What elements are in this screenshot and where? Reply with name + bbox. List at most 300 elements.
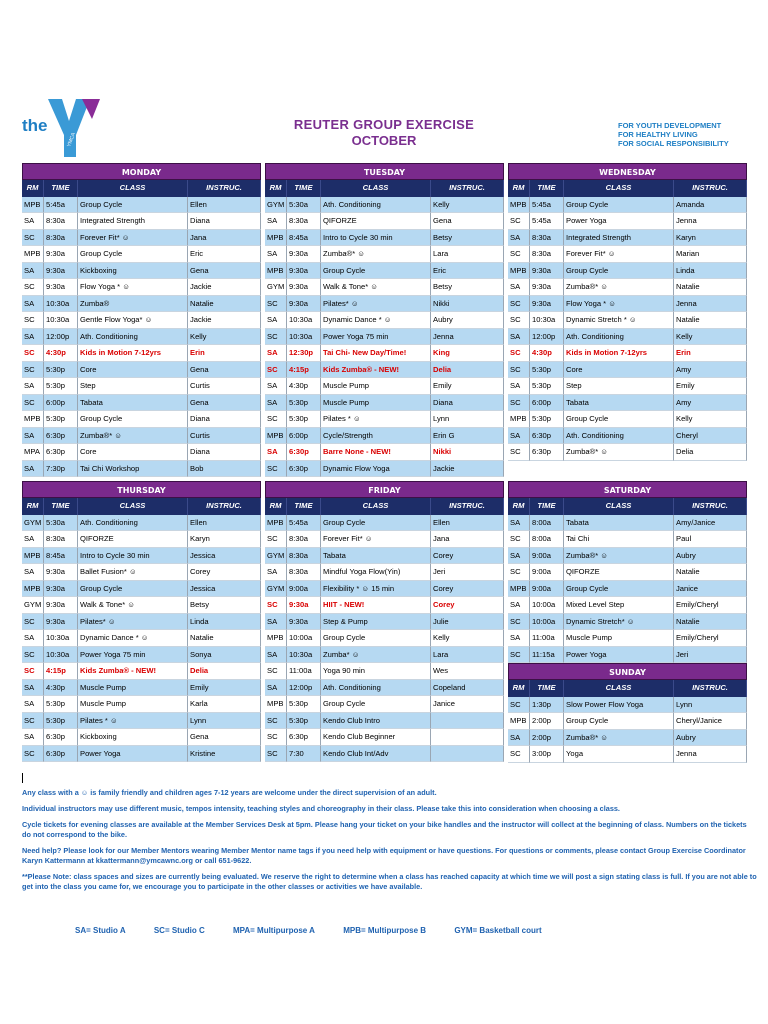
time-cell: 10:30a <box>44 630 78 647</box>
class-row <box>508 564 747 581</box>
instructor-cell: Erin G <box>431 428 504 445</box>
class-row <box>22 230 261 247</box>
class-cell: Zumba®* ☺ <box>564 548 674 565</box>
instructor-cell: Gena <box>188 362 261 379</box>
instructor-cell: Jenna <box>431 329 504 346</box>
instructor-cell: Karla <box>188 696 261 713</box>
class-cell: Power Yoga 75 min <box>321 329 431 346</box>
room-cell: SC <box>22 345 44 362</box>
room-cell: SC <box>265 411 287 428</box>
class-cell: Group Cycle <box>564 263 674 280</box>
time-cell: 10:30a <box>44 647 78 664</box>
column-header-time: TIME <box>530 498 564 515</box>
room-cell: SA <box>265 213 287 230</box>
instructor-cell: Kelly <box>188 329 261 346</box>
class-cell: Barre None - NEW! <box>321 444 431 461</box>
instructor-cell: Lynn <box>188 713 261 730</box>
room-cell: SC <box>508 647 530 664</box>
class-cell: Zumba®* ☺ <box>564 730 674 747</box>
column-header-rm: RM <box>265 180 287 197</box>
saturday-header: SATURDAY <box>508 481 747 498</box>
time-cell: 6:30p <box>530 444 564 461</box>
time-cell: 9:30a <box>44 279 78 296</box>
time-cell: 11:00a <box>530 630 564 647</box>
class-cell: Yoga <box>564 746 674 763</box>
class-row <box>508 263 747 280</box>
class-row <box>508 713 747 730</box>
time-cell: 9:30a <box>287 246 321 263</box>
room-cell: MPB <box>265 230 287 247</box>
class-row <box>22 279 261 296</box>
class-cell: Group Cycle <box>321 696 431 713</box>
class-row <box>508 395 747 412</box>
column-header-class: CLASS <box>564 180 674 197</box>
time-cell: 5:30a <box>287 197 321 214</box>
class-cell: Core <box>564 362 674 379</box>
instructor-cell: Kelly <box>431 630 504 647</box>
class-row <box>265 614 504 631</box>
column-header-instruc: INSTRUC. <box>674 680 747 697</box>
instructor-cell: Cheryl <box>674 428 747 445</box>
note-capacity: **Please Note: class spaces and sizes are currently being evaluated. We reserve the right to determine when a class has reached capacity at which time we will post a sign stating class is full. If you are not able to get into the class you came for, we encourage you to participate in the other classes or activities we have available. <box>22 872 757 891</box>
class-row <box>508 329 747 346</box>
class-row <box>508 246 747 263</box>
time-cell: 8:30a <box>287 531 321 548</box>
room-cell: SC <box>508 564 530 581</box>
instructor-cell: Emily <box>188 680 261 697</box>
class-cell: Group Cycle <box>78 197 188 214</box>
instructor-cell: Jenna <box>674 746 747 763</box>
instructor-cell: Amanda <box>674 197 747 214</box>
time-cell: 6:30p <box>287 444 321 461</box>
instructor-cell: Lara <box>431 647 504 664</box>
room-cell: SA <box>22 329 44 346</box>
class-cell: Tabata <box>78 395 188 412</box>
class-cell: Forever Fit* ☺ <box>564 246 674 263</box>
class-cell: Step & Pump <box>321 614 431 631</box>
room-cell: MPB <box>265 515 287 532</box>
time-cell: 5:30p <box>287 411 321 428</box>
column-header-row <box>22 498 261 515</box>
class-cell: QIFORZE <box>78 531 188 548</box>
legend-item: SA= Studio A <box>75 926 126 935</box>
instructor-cell: Betsy <box>431 230 504 247</box>
column-header-time: TIME <box>287 180 321 197</box>
room-cell: SA <box>22 378 44 395</box>
class-cell: Group Cycle <box>321 263 431 280</box>
class-row <box>508 647 747 664</box>
class-row <box>508 730 747 747</box>
margin-mark <box>22 773 23 783</box>
class-cell: Muscle Pump <box>564 630 674 647</box>
column-header-row <box>265 180 504 197</box>
time-cell: 4:15p <box>44 663 78 680</box>
friday-schedule <box>265 481 504 763</box>
room-cell: MPB <box>265 428 287 445</box>
room-cell: SC <box>265 663 287 680</box>
title-line-2: OCTOBER <box>351 133 417 148</box>
class-cell: Dynamic Stretch* ☺ <box>564 614 674 631</box>
room-cell: SC <box>508 312 530 329</box>
notes-section <box>22 788 757 898</box>
class-cell: Kickboxing <box>78 729 188 746</box>
time-cell: 5:30p <box>287 696 321 713</box>
class-cell: Ath. Conditioning <box>564 428 674 445</box>
class-row <box>265 197 504 214</box>
room-cell: MPB <box>508 713 530 730</box>
instructor-cell: Jackie <box>431 461 504 478</box>
room-cell: SC <box>22 746 44 763</box>
class-cell: Tabata <box>321 548 431 565</box>
time-cell: 6:30p <box>44 729 78 746</box>
room-cell: GYM <box>265 197 287 214</box>
time-cell: 9:30a <box>44 581 78 598</box>
class-row <box>22 531 261 548</box>
time-cell: 8:30a <box>530 246 564 263</box>
class-row <box>265 630 504 647</box>
room-cell: SC <box>508 395 530 412</box>
instructor-cell: Natalie <box>674 614 747 631</box>
instructor-cell: Nikki <box>431 444 504 461</box>
room-cell: SA <box>265 680 287 697</box>
column-header-rm: RM <box>22 180 44 197</box>
weekend-column <box>508 481 747 763</box>
instructor-cell: Kelly <box>431 197 504 214</box>
class-cell: Mindful Yoga Flow(Yin) <box>321 564 431 581</box>
room-cell: SA <box>22 680 44 697</box>
tuesday-schedule <box>265 163 504 477</box>
class-cell: Dynamic Dance * ☺ <box>321 312 431 329</box>
time-cell: 9:30a <box>530 279 564 296</box>
time-cell: 5:30p <box>44 713 78 730</box>
room-cell: SC <box>508 345 530 362</box>
room-cell: SA <box>508 230 530 247</box>
time-cell: 8:30a <box>44 531 78 548</box>
class-row <box>22 630 261 647</box>
instructor-cell: Curtis <box>188 428 261 445</box>
instructor-cell: Emily <box>431 378 504 395</box>
class-row <box>265 548 504 565</box>
time-cell: 2:00p <box>530 730 564 747</box>
room-cell: MPB <box>508 411 530 428</box>
class-cell: Pilates * ☺ <box>78 713 188 730</box>
class-cell: Gentle Flow Yoga* ☺ <box>78 312 188 329</box>
class-cell: Flow Yoga * ☺ <box>564 296 674 313</box>
instructor-cell: Gena <box>188 395 261 412</box>
note-cycle-tickets: Cycle tickets for evening classes are available at the Member Services Desk at 5pm. Please hang your ticket on your bike handles and the instructor will collect at the beginning of class. Numbers on the tickets do not correspond to the bike. <box>22 820 747 839</box>
class-row <box>265 597 504 614</box>
instructor-cell: Lynn <box>431 411 504 428</box>
room-cell: SA <box>265 444 287 461</box>
class-cell: Group Cycle <box>564 581 674 598</box>
instructor-cell: Julie <box>431 614 504 631</box>
class-row <box>22 663 261 680</box>
instructor-cell: Bob <box>188 461 261 478</box>
room-cell: SA <box>22 696 44 713</box>
time-cell: 8:30a <box>287 213 321 230</box>
column-header-instruc: INSTRUC. <box>674 498 747 515</box>
class-row <box>265 696 504 713</box>
room-cell: MPB <box>22 246 44 263</box>
legend-item: SC= Studio C <box>153 926 205 935</box>
time-cell: 6:00p <box>44 395 78 412</box>
instructor-cell: Linda <box>674 263 747 280</box>
instructor-cell: Janice <box>674 581 747 598</box>
schedule-top-row <box>22 163 746 477</box>
instructor-cell: Jessica <box>188 581 261 598</box>
time-cell: 4:30p <box>530 345 564 362</box>
class-cell: Walk & Tone* ☺ <box>321 279 431 296</box>
class-cell: Dynamic Stretch * ☺ <box>564 312 674 329</box>
room-cell: MPA <box>22 444 44 461</box>
time-cell: 6:30p <box>44 444 78 461</box>
class-row <box>508 362 747 379</box>
time-cell: 5:30p <box>287 395 321 412</box>
class-cell: Intro to Cycle 30 min <box>78 548 188 565</box>
class-cell: Muscle Pump <box>78 696 188 713</box>
class-cell: Dynamic Dance * ☺ <box>78 630 188 647</box>
instructor-cell: Natalie <box>674 564 747 581</box>
instructor-cell: Delia <box>674 444 747 461</box>
class-cell: Slow Power Flow Yoga <box>564 697 674 714</box>
time-cell: 5:30p <box>530 378 564 395</box>
class-cell: Kendo Club Intro <box>321 713 431 730</box>
class-row <box>22 746 261 763</box>
time-cell: 12:00p <box>287 680 321 697</box>
room-cell: SC <box>265 362 287 379</box>
column-header-time: TIME <box>44 180 78 197</box>
room-cell: SA <box>265 246 287 263</box>
room-cell: MPB <box>265 263 287 280</box>
instructor-cell: Jessica <box>188 548 261 565</box>
class-row <box>265 746 504 763</box>
column-header-rm: RM <box>265 498 287 515</box>
column-header-class: CLASS <box>78 498 188 515</box>
class-row <box>265 564 504 581</box>
room-cell: SA <box>22 461 44 478</box>
class-cell: Tabata <box>564 395 674 412</box>
column-header-class: CLASS <box>564 498 674 515</box>
tagline-line: FOR YOUTH DEVELOPMENT <box>618 121 722 130</box>
room-cell: SA <box>22 564 44 581</box>
class-cell: Group Cycle <box>78 246 188 263</box>
instructor-cell: Corey <box>431 597 504 614</box>
instructor-cell: Diana <box>188 213 261 230</box>
room-cell: SC <box>265 531 287 548</box>
class-cell: Tai Chi Workshop <box>78 461 188 478</box>
logo-text: the <box>22 116 48 135</box>
time-cell: 6:30p <box>287 461 321 478</box>
room-cell: SC <box>22 647 44 664</box>
class-row <box>265 378 504 395</box>
title-line-1: REUTER GROUP EXERCISE <box>293 117 475 132</box>
class-row <box>22 296 261 313</box>
time-cell: 2:00p <box>530 713 564 730</box>
time-cell: 9:30a <box>44 597 78 614</box>
class-row <box>22 312 261 329</box>
class-row <box>508 630 747 647</box>
column-header-class: CLASS <box>321 180 431 197</box>
class-row <box>265 729 504 746</box>
instructor-cell: Delia <box>431 362 504 379</box>
time-cell: 8:45a <box>44 548 78 565</box>
column-header-rm: RM <box>508 498 530 515</box>
class-row <box>265 515 504 532</box>
instructor-cell: Amy <box>674 395 747 412</box>
time-cell: 5:30p <box>530 411 564 428</box>
class-cell: Group Cycle <box>321 515 431 532</box>
monday-header: MONDAY <box>22 163 261 180</box>
class-row <box>508 548 747 565</box>
class-row <box>265 296 504 313</box>
thursday-header: THURSDAY <box>22 481 261 498</box>
class-row <box>22 729 261 746</box>
room-cell: GYM <box>265 279 287 296</box>
instructor-cell: Sonya <box>188 647 261 664</box>
column-header-rm: RM <box>508 180 530 197</box>
class-cell: Tabata <box>564 515 674 532</box>
column-header-instruc: INSTRUC. <box>674 180 747 197</box>
instructor-cell: Nikki <box>431 296 504 313</box>
room-cell: SA <box>265 378 287 395</box>
instructor-cell: Diana <box>431 395 504 412</box>
class-cell: HIIT - NEW! <box>321 597 431 614</box>
class-cell: Zumba®* ☺ <box>78 428 188 445</box>
class-row <box>265 647 504 664</box>
instructor-cell: Aubry <box>674 730 747 747</box>
room-cell: SC <box>508 362 530 379</box>
instructor-cell: Emily/Cheryl <box>674 630 747 647</box>
class-cell: Power Yoga <box>564 213 674 230</box>
instructor-cell: Gena <box>188 729 261 746</box>
class-cell: Kids Zumba® - NEW! <box>321 362 431 379</box>
friday-header: FRIDAY <box>265 481 504 498</box>
room-cell: SA <box>22 428 44 445</box>
time-cell: 5:45a <box>44 197 78 214</box>
thursday-schedule <box>22 481 261 763</box>
room-cell: SC <box>265 329 287 346</box>
room-legend <box>75 926 568 935</box>
room-cell: MPB <box>22 411 44 428</box>
room-cell: SC <box>22 713 44 730</box>
time-cell: 6:00p <box>530 395 564 412</box>
class-row <box>265 461 504 478</box>
time-cell: 5:30p <box>44 411 78 428</box>
instructor-cell: Janice <box>431 696 504 713</box>
instructor-cell: Jana <box>431 531 504 548</box>
instructor-cell: Emily <box>674 378 747 395</box>
class-cell: Pilates * ☺ <box>321 411 431 428</box>
instructor-cell: Ellen <box>188 197 261 214</box>
room-cell: SA <box>265 647 287 664</box>
instructor-cell <box>431 729 504 746</box>
instructor-cell: Aubry <box>431 312 504 329</box>
room-cell: SC <box>22 614 44 631</box>
class-cell: Pilates* ☺ <box>78 614 188 631</box>
class-row <box>265 246 504 263</box>
instructor-cell: Karyn <box>188 531 261 548</box>
class-row <box>22 329 261 346</box>
room-cell: GYM <box>22 597 44 614</box>
saturday-schedule <box>508 481 747 663</box>
column-header-instruc: INSTRUC. <box>188 180 261 197</box>
room-cell: SA <box>508 428 530 445</box>
room-cell: SC <box>508 246 530 263</box>
room-cell: MPB <box>265 696 287 713</box>
time-cell: 8:30a <box>44 230 78 247</box>
instructor-cell: Lynn <box>674 697 747 714</box>
class-cell: Ath. Conditioning <box>78 515 188 532</box>
column-header-class: CLASS <box>564 680 674 697</box>
time-cell: 7:30 <box>287 746 321 763</box>
class-row <box>22 581 261 598</box>
room-cell: SA <box>508 548 530 565</box>
room-cell: MPB <box>508 263 530 280</box>
time-cell: 4:15p <box>287 362 321 379</box>
column-header-row <box>265 498 504 515</box>
class-cell: Step <box>564 378 674 395</box>
tuesday-header: TUESDAY <box>265 163 504 180</box>
time-cell: 1:30p <box>530 697 564 714</box>
class-cell: Muscle Pump <box>321 395 431 412</box>
class-row <box>22 696 261 713</box>
room-cell: SA <box>508 279 530 296</box>
wednesday-schedule <box>508 163 747 477</box>
class-cell: Power Yoga 75 min <box>78 647 188 664</box>
room-cell: SA <box>508 630 530 647</box>
class-cell: Zumba®* ☺ <box>564 444 674 461</box>
class-cell: Pilates* ☺ <box>321 296 431 313</box>
class-cell: Ath. Conditioning <box>321 197 431 214</box>
instructor-cell: Corey <box>431 581 504 598</box>
class-cell: Flow Yoga * ☺ <box>78 279 188 296</box>
instructor-cell: Wes <box>431 663 504 680</box>
sunday-schedule <box>508 663 747 763</box>
class-cell: Integrated Strength <box>78 213 188 230</box>
class-cell: QIFORZE <box>564 564 674 581</box>
column-header-instruc: INSTRUC. <box>188 498 261 515</box>
time-cell: 9:30a <box>287 296 321 313</box>
instructor-cell: Corey <box>431 548 504 565</box>
instructor-cell: Ellen <box>431 515 504 532</box>
instructor-cell: King <box>431 345 504 362</box>
time-cell: 9:30a <box>530 296 564 313</box>
column-header-time: TIME <box>530 680 564 697</box>
class-cell: Kids Zumba® - NEW! <box>78 663 188 680</box>
class-row <box>22 213 261 230</box>
time-cell: 10:30a <box>44 312 78 329</box>
instructor-cell: Natalie <box>188 296 261 313</box>
room-cell: SC <box>508 746 530 763</box>
class-cell: Power Yoga <box>564 647 674 664</box>
column-header-row <box>508 498 747 515</box>
class-row <box>22 680 261 697</box>
class-cell: Ath. Conditioning <box>78 329 188 346</box>
legend-item: MPB= Multipurpose B <box>343 926 427 935</box>
class-cell: Intro to Cycle 30 min <box>321 230 431 247</box>
time-cell: 5:30a <box>44 515 78 532</box>
time-cell: 9:00a <box>530 548 564 565</box>
class-cell: Cycle/Strength <box>321 428 431 445</box>
time-cell: 10:00a <box>530 597 564 614</box>
class-row <box>22 197 261 214</box>
class-row <box>22 378 261 395</box>
instructor-cell: Natalie <box>674 312 747 329</box>
room-cell: MPB <box>508 197 530 214</box>
class-cell: Core <box>78 362 188 379</box>
class-cell: Group Cycle <box>564 197 674 214</box>
instructor-cell: Curtis <box>188 378 261 395</box>
